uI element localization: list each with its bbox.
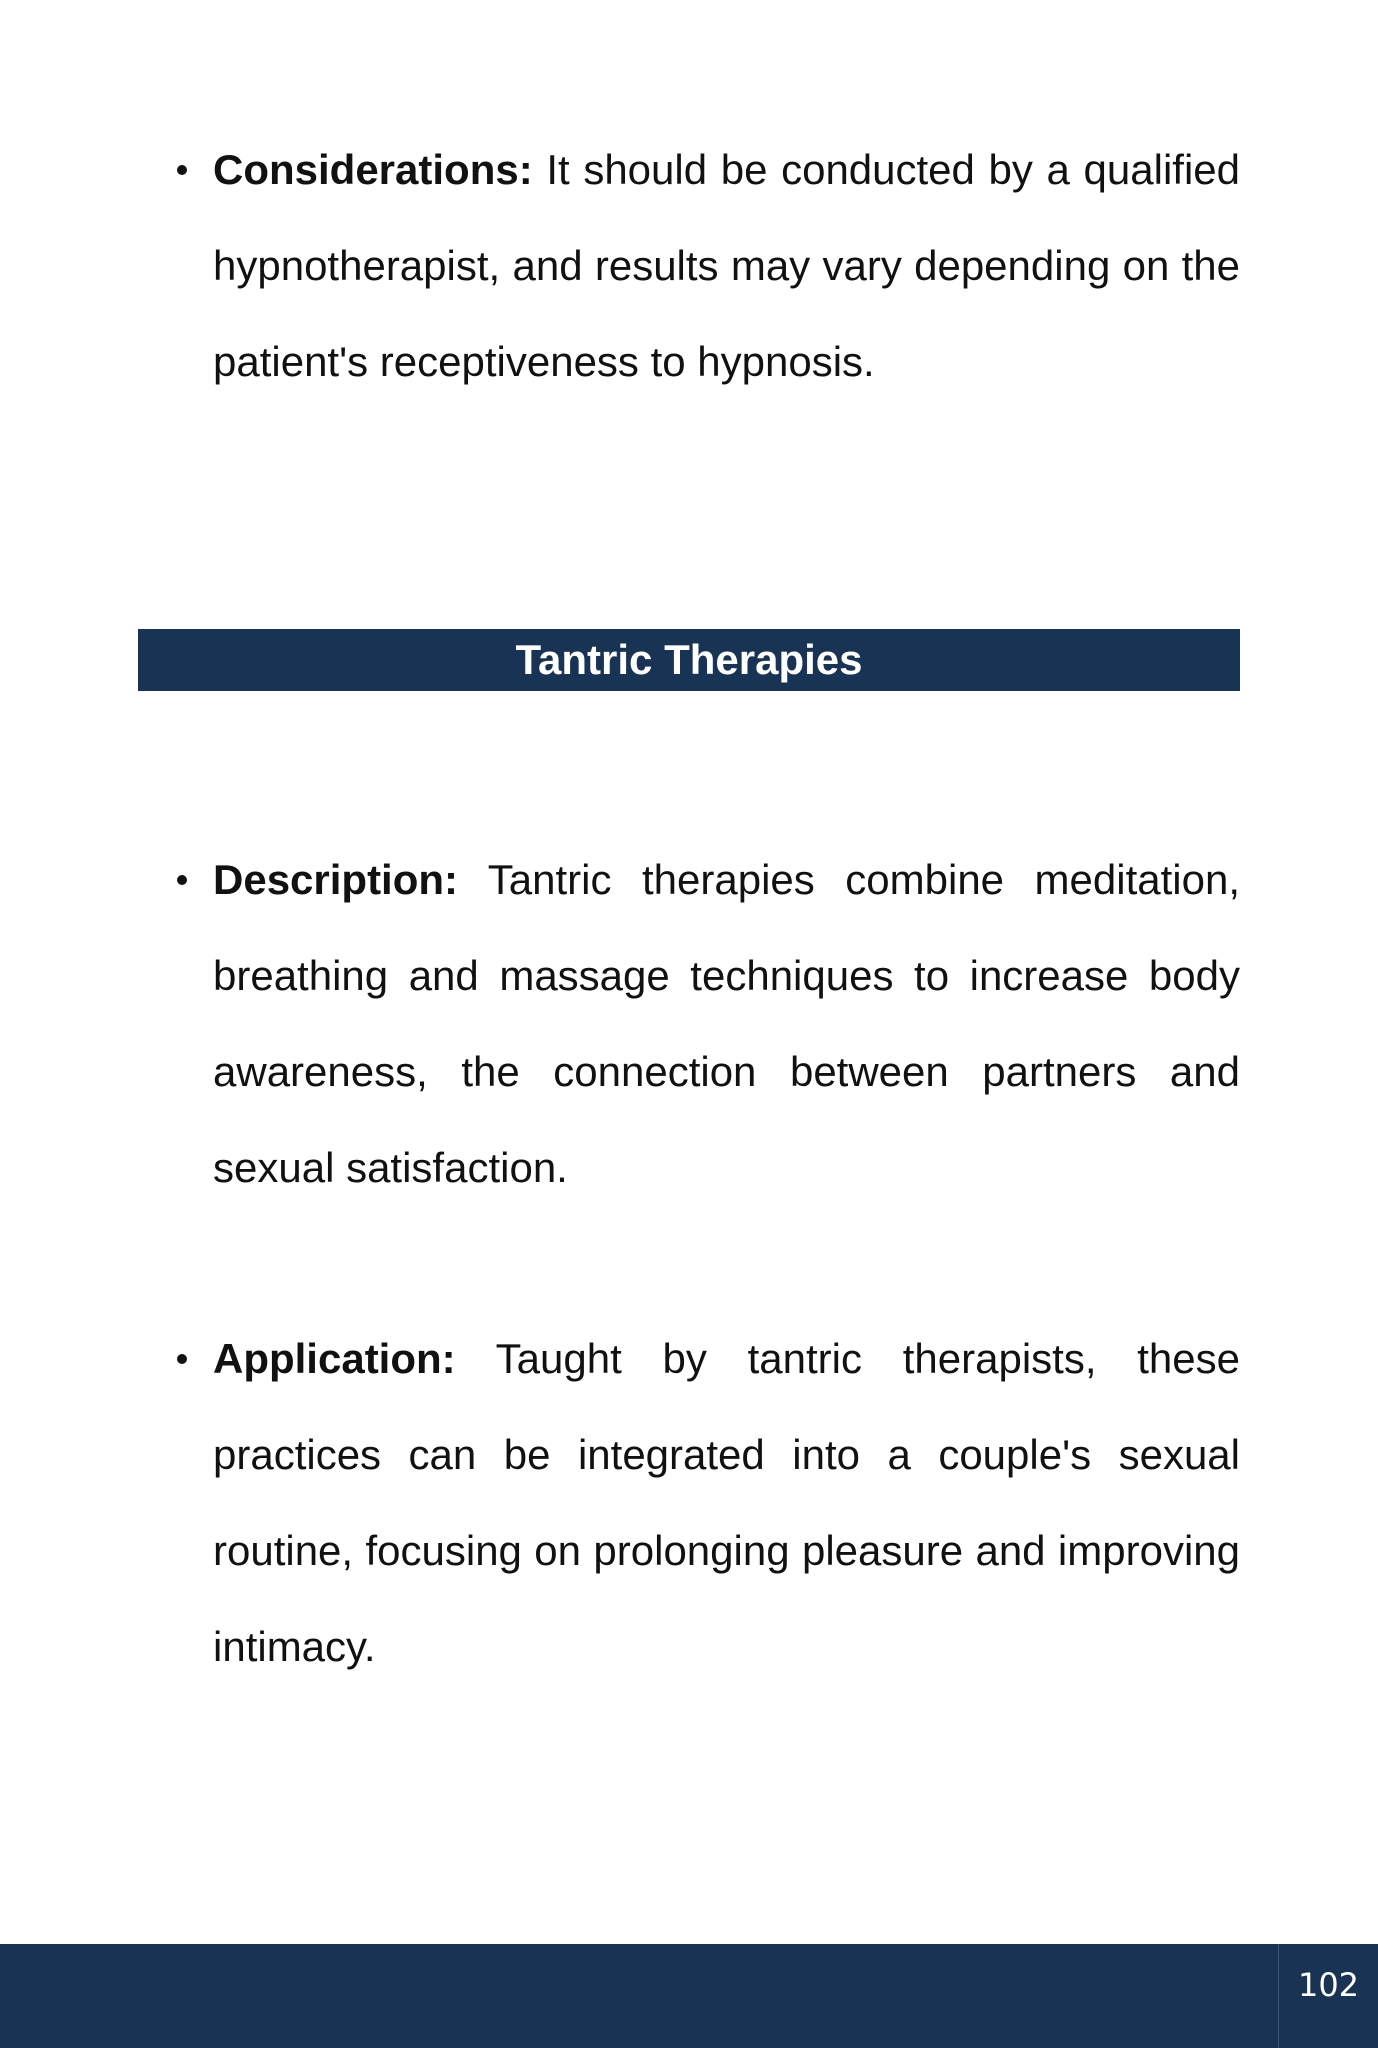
page-number: 102 <box>1278 1944 1378 2048</box>
description-bullet <box>213 832 1240 1216</box>
considerations-text: It should be conducted by a qualified hypnotherapist, and results may vary depending on the patient's receptiveness to hypnosis. <box>213 146 1240 385</box>
footer-bar <box>0 1944 1378 2048</box>
bullet-dot-icon <box>177 875 187 885</box>
section-header-tantric-therapies <box>138 629 1240 691</box>
considerations-term: Considerations: <box>213 146 533 193</box>
application-bullet <box>213 1311 1240 1695</box>
application-term: Application: <box>213 1335 456 1382</box>
bullet-dot-icon <box>177 165 187 175</box>
considerations-bullet <box>213 122 1240 410</box>
description-text: Tantric therapies combine meditation, breathing and massage techniques to increase body awareness, the connection between partners and sexual satisfaction. <box>213 856 1240 1191</box>
bullet-dot-icon <box>177 1354 187 1364</box>
application-text: Taught by tantric therapists, these practices can be integrated into a couple's sexual routine, focusing on prolonging pleasure and improving intimacy. <box>213 1335 1240 1670</box>
section-title: Tantric Therapies <box>515 636 863 683</box>
description-term: Description: <box>213 856 459 903</box>
